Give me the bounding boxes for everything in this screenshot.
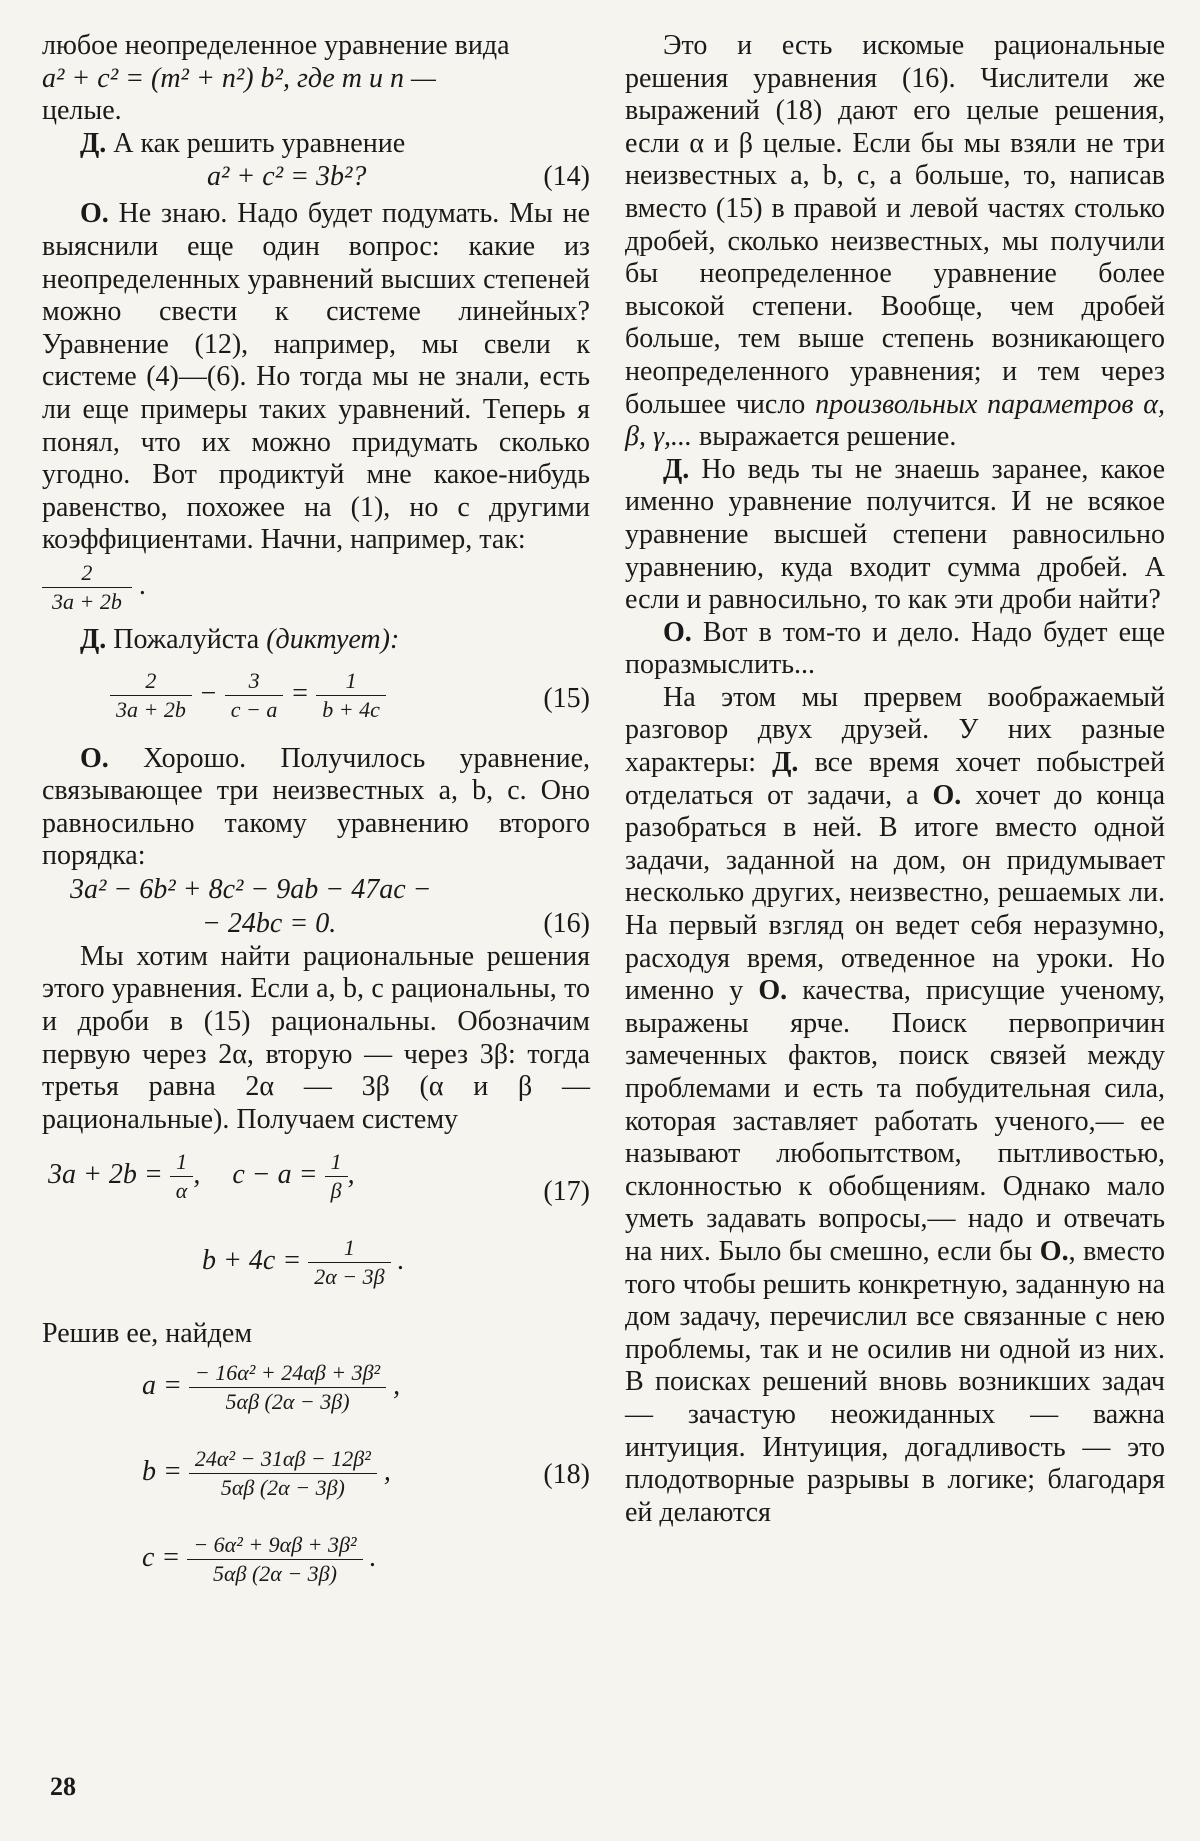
fraction — [316, 667, 386, 724]
fraction — [325, 1148, 348, 1205]
fraction-denominator: β — [325, 1176, 348, 1205]
paragraph-intro-start: любое неопределенное уравнение вида — [42, 30, 510, 61]
speaker-o: О. — [1039, 1235, 1069, 1267]
operator: = — [290, 677, 310, 709]
paragraph-text: все время хочет побыстрей отделаться от задачи, а — [625, 747, 1166, 811]
fraction-numerator: 2 — [145, 667, 157, 693]
paragraph-text: Это и есть искомые рациональные решения уравнения (16). Числители же выражений (18) дают его целые решения, если α и β целые. Если бы мы взяли не три неизвестных a, b, c, а больше, то, написав вместо (15) в правой и левой частях столько дробей, сколько неизвестных, мы получили бы неопределенное уравнение более высокой степени. Вообще, чем дробей больше, тем выше степень возникающего неопределенного уравнения; и тем через большее число — [625, 30, 1165, 420]
fraction-numerator: − 6α² + 9αβ + 3β² — [193, 1532, 357, 1558]
paragraph-text: , вместо того чтобы решить конкретную, заданную на дом задачу, перечислил все связанные с нею проблемы, так и не осилив ни одной из них. В поисках решений вновь возникших задач — зачастую неожиданных — важна интуиция. Интуиция, догадливость — это плодотворные разрывы в логике; благодаря ей делаются — [625, 1235, 1165, 1528]
fraction-denominator: c − a — [225, 695, 284, 724]
fraction-denominator: 5αβ (2α − 3β) — [187, 1559, 362, 1588]
dialogue-o-1 — [42, 198, 590, 557]
punct: , — [393, 1369, 401, 1401]
equation-17-number: (17) — [543, 1176, 590, 1208]
speaker-o: О. — [758, 975, 788, 1007]
fraction-numerator: 2 — [81, 559, 93, 585]
dialogue-text: Но ведь ты не знаешь заранее, какое именно уравнение получится. И не всякое уравнение высшей степени равносильно уравнению, куда входит сумма дробей. А если и равносильно, то как эти дроби найти? — [625, 453, 1166, 616]
paragraph-text: хочет до конца разобраться в ней. В итоге вместо одной задачи, заданной на дом, он придумывает несколько других, неизвестно, решаемых ли. На первый взгляд он ведет себя неразумно, расходуя время, отведенное на уроки. Но именно у — [625, 779, 1166, 1007]
fraction-numerator: − 16α² + 24αβ + 3β² — [194, 1360, 381, 1386]
parameters: α, β, γ,... — [625, 388, 1165, 453]
equation-15-number: (15) — [543, 682, 590, 714]
equation-lhs: 3a + 2b = — [48, 1159, 163, 1191]
dialogue-o-3 — [625, 617, 1165, 682]
equation-inline: a² + c² = (m² + n²) b², где m и n — — [42, 62, 436, 94]
dialogue-o-2 — [42, 743, 590, 873]
equation-14 — [42, 160, 590, 194]
equation-16-part2: − 24bc = 0. — [202, 907, 337, 939]
fraction-numerator: 3 — [248, 667, 260, 693]
paragraph-text: выражается решение. — [698, 421, 957, 453]
speaker-d: Д. — [80, 623, 107, 655]
fraction-numerator: 1 — [345, 667, 357, 693]
paragraph-text: На этом мы прервем воображаемый разговор двух друзей. У них разные характеры: — [625, 681, 1165, 779]
dialogue-text: Пожалуйста — [113, 623, 260, 655]
fraction — [170, 1148, 194, 1205]
paragraph-conclusion — [625, 682, 1165, 1529]
speaker-d: Д. — [80, 127, 107, 159]
equation-16-line1 — [42, 873, 590, 907]
fraction — [189, 1359, 386, 1416]
fraction — [187, 1531, 362, 1588]
dialogue-text: А как решить уравнение — [113, 127, 406, 159]
dialogue-text: Вот в том-то и дело. Надо будет еще поразмыслить... — [625, 616, 1166, 681]
paragraph-text: качества, присущие ученому, выражены ярче. Поиск первопричин замеченных фактов, поиск связей между проблемами и есть та побудительная сила, которая заставляет работать ученого,— ее называют любопытством, пытливостью, склонностью к обобщениям. Однако мало уметь задавать вопросы,— надо и отвечать на них. Было бы смешно, если бы — [625, 975, 1166, 1267]
equation-16-line2 — [42, 907, 590, 941]
speaker-o: О. — [663, 616, 692, 648]
equation-18-number: (18) — [543, 1459, 590, 1491]
dialogue-text: Не знаю. Надо будет подумать. Мы не выяснили еще один вопрос: какие из неопределенных уравнений высших степеней можно свести к системе линейных? Уравнение (12), например, мы свели к системе (4)—(6). Но тогда мы не знали, есть ли еще примеры таких уравнений. Теперь я понял, что их можно придумать сколько угодно. Вот продиктуй мне какое-нибудь равенство, похожее на (1), но с другими коэффициентами. Начни, например, так: — [42, 198, 591, 556]
dialogue-d-1 — [42, 128, 590, 161]
speaker-o: О. — [80, 742, 109, 774]
fraction-numerator: 1 — [176, 1149, 188, 1175]
punct: . — [397, 1245, 405, 1277]
punct: , — [193, 1159, 201, 1191]
speaker-o: О. — [80, 198, 109, 230]
punct: , — [347, 1159, 355, 1191]
fraction-denominator: 3a + 2b — [110, 695, 192, 724]
fraction-example — [42, 559, 590, 616]
paragraph-rational: Мы хотим найти рациональные решения этого уравнения. Если a, b, c рациональны, то и дроби в (15) рациональны. Обозначим первую через 2α, вторую — через 3β: тогда третья равна 2α — 3β (α и β — рациональные). Получаем систему — [42, 940, 590, 1135]
paragraph-solutions — [625, 30, 1165, 454]
equation-17 — [42, 1148, 590, 1308]
dialogue-text: Хорошо. Получилось уравнение, связывающее три неизвестных a, b, c. Оно равносильно такому уравнению второго порядка: — [42, 742, 590, 872]
speaker-d: Д. — [663, 453, 690, 485]
equation-lhs: a = — [142, 1369, 182, 1401]
fraction — [225, 667, 284, 724]
equation-14-body: a² + c² = 3b²? — [207, 161, 367, 193]
speaker-o: О. — [932, 779, 962, 811]
equation-15 — [42, 663, 590, 739]
speaker-d: Д. — [772, 747, 799, 779]
equation-lhs: b = — [142, 1455, 182, 1487]
equation-14-number: (14) — [543, 161, 590, 193]
fraction-punct: . — [138, 569, 146, 601]
paragraph-intro-end: целые. — [42, 95, 122, 127]
fraction — [308, 1234, 390, 1291]
fraction-denominator: 2α − 3β — [308, 1262, 390, 1291]
punct: , — [383, 1455, 391, 1487]
equation-16-part1: 3a² − 6b² + 8c² − 9ab − 47ac − — [70, 873, 432, 905]
dialogue-d-3 — [625, 454, 1165, 617]
fraction-denominator: b + 4c — [316, 695, 386, 724]
fraction — [110, 667, 192, 724]
fraction-denominator: 5αβ (2α − 3β) — [189, 1387, 386, 1416]
equation-lhs: c = — [142, 1541, 181, 1573]
equation-lhs: b + 4c = — [202, 1245, 302, 1277]
fraction-numerator: 24α² − 31αβ − 12β² — [194, 1446, 371, 1472]
fraction — [42, 559, 132, 616]
fraction-denominator: 3a + 2b — [42, 587, 132, 616]
page-number: 28 — [50, 1772, 76, 1801]
left-column — [42, 30, 590, 1609]
italic-term: произвольных параметров — [815, 388, 1134, 420]
fraction-numerator: 1 — [330, 1149, 342, 1175]
dialogue-d-2 — [42, 624, 590, 657]
equation-16-number: (16) — [543, 907, 590, 939]
equation-lhs: c − a = — [232, 1159, 318, 1191]
punct: . — [369, 1541, 377, 1573]
fraction-denominator: α — [170, 1176, 194, 1205]
fraction-numerator: 1 — [343, 1235, 355, 1261]
paragraph-solve: Решив ее, найдем — [42, 1318, 253, 1350]
equation-18 — [42, 1359, 590, 1609]
right-column — [625, 30, 1165, 1529]
dialogue-italic: (диктует): — [266, 623, 400, 655]
fraction-denominator: 5αβ (2α − 3β) — [189, 1473, 377, 1502]
operator: − — [198, 677, 218, 709]
fraction — [189, 1445, 377, 1502]
